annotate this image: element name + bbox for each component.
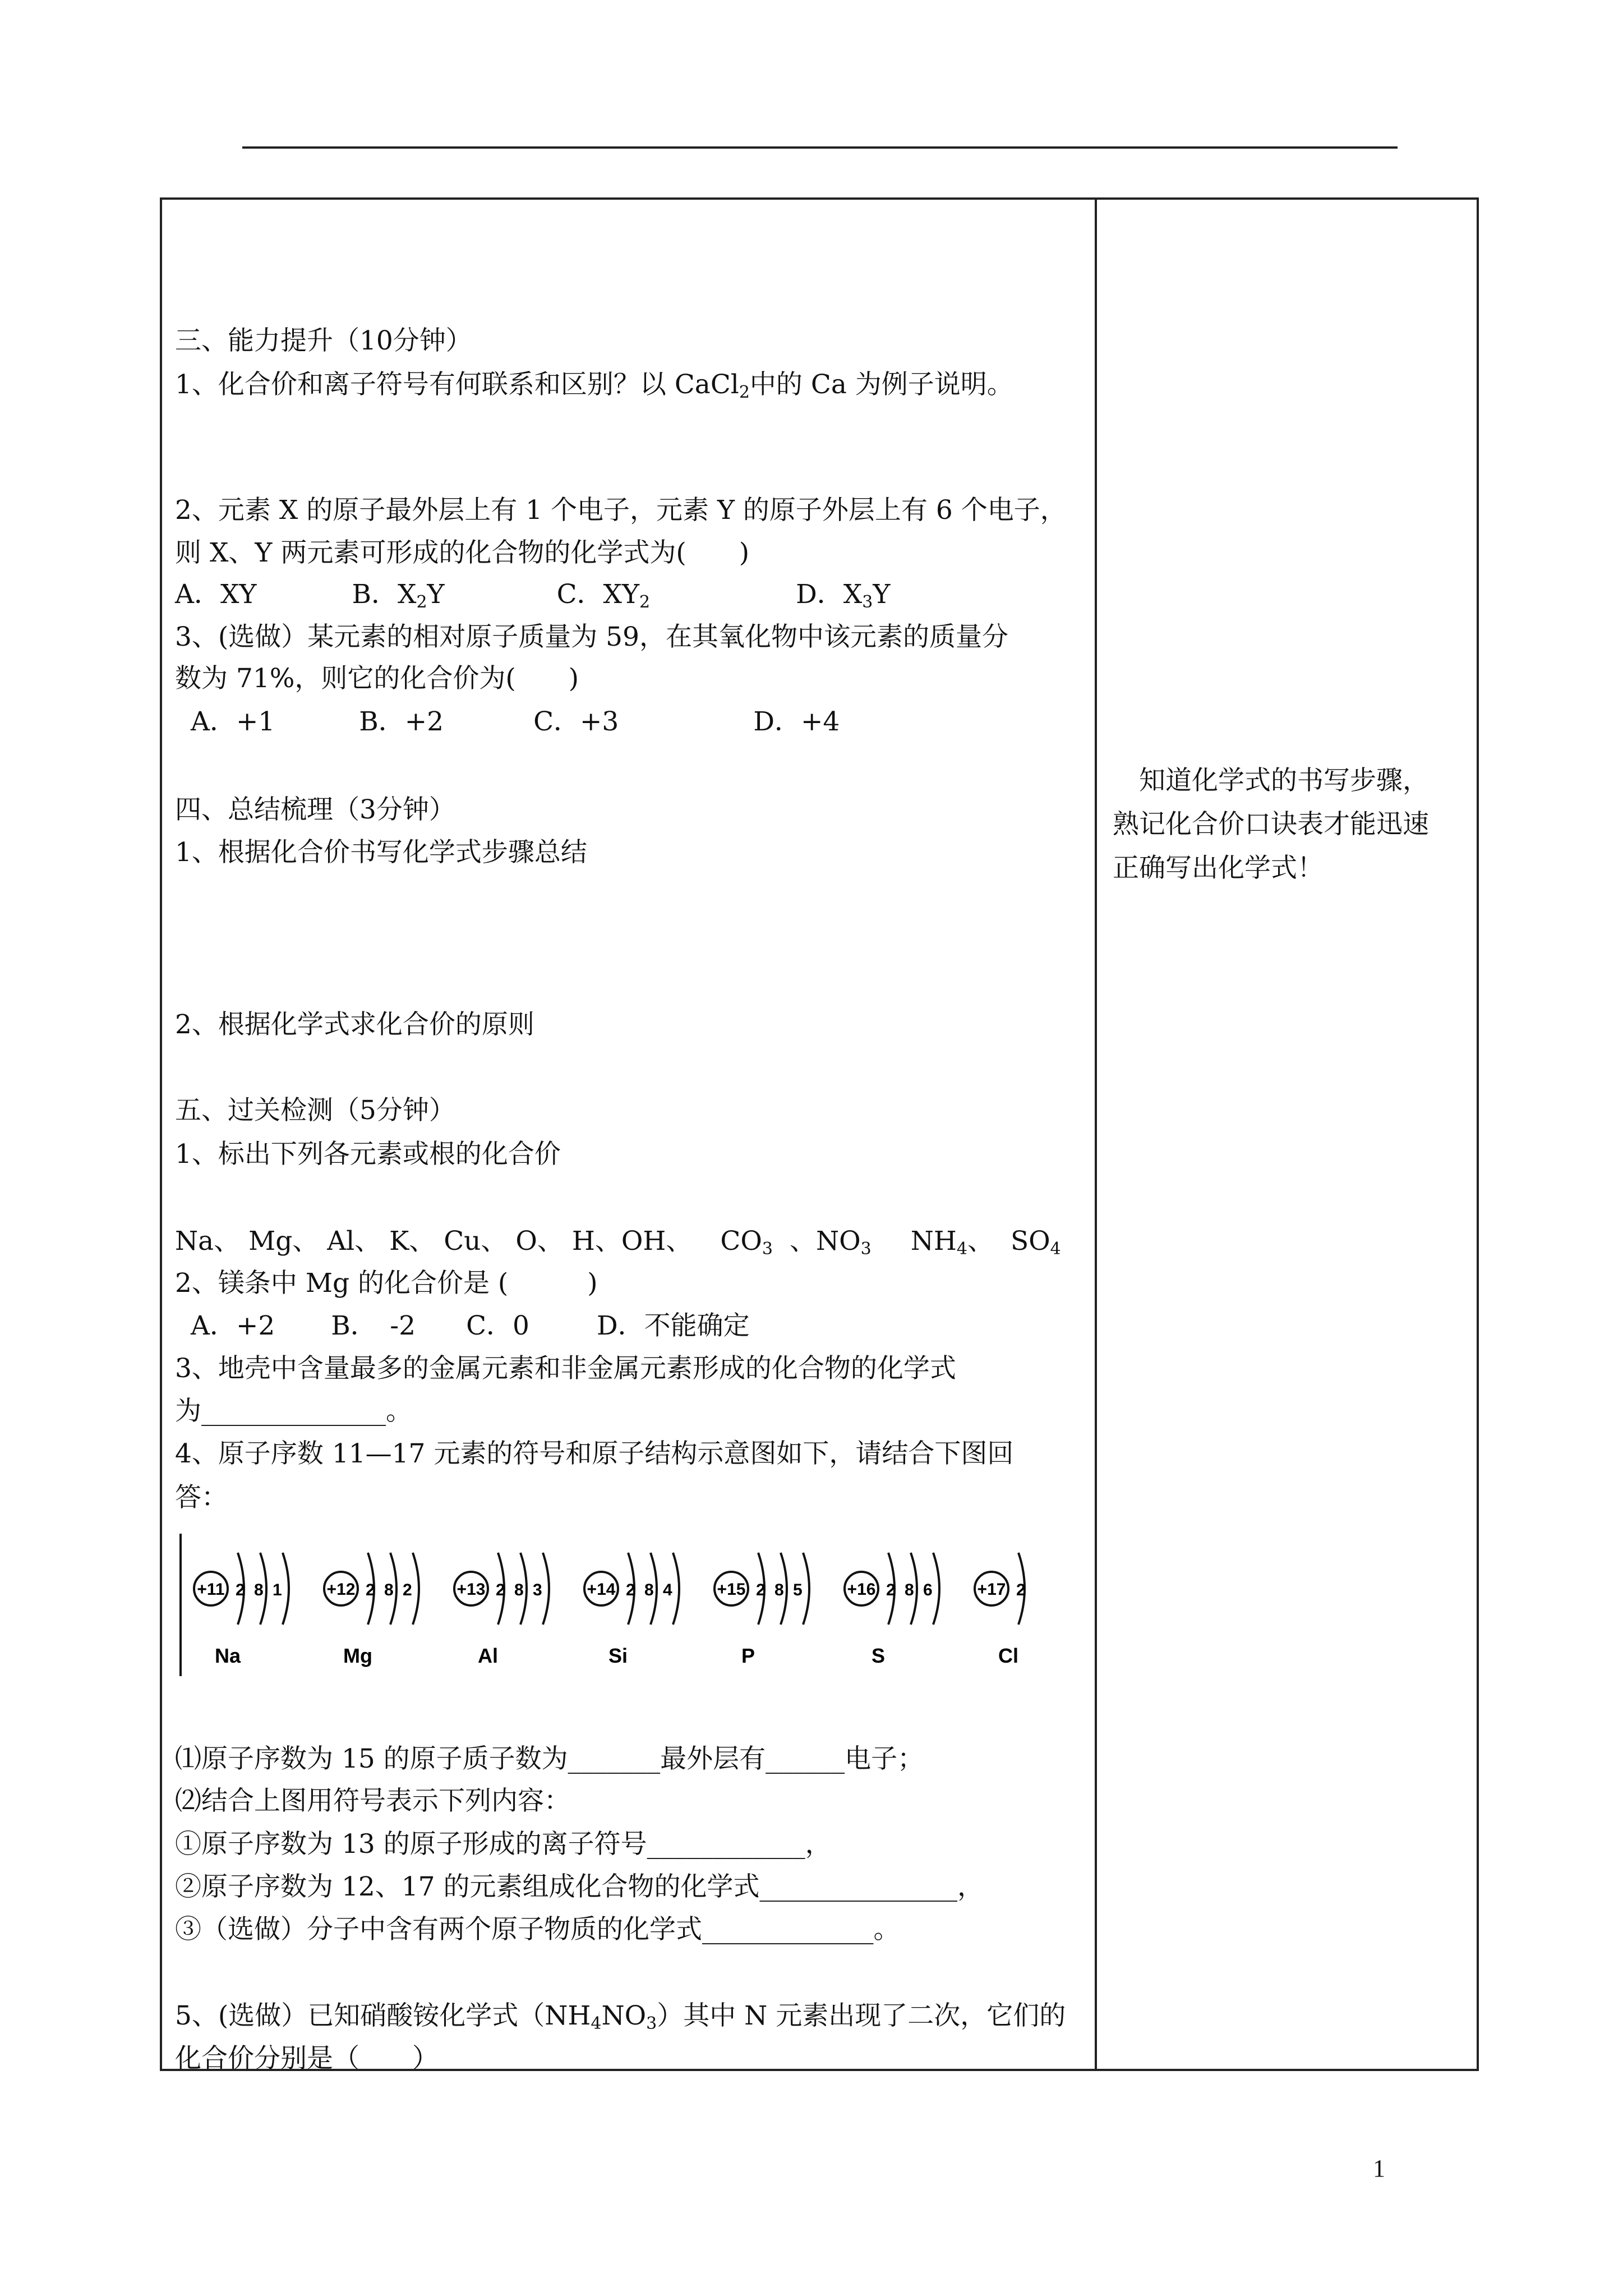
side-note-line-3: 正确写出化学式！ xyxy=(1113,853,1324,884)
element-symbol: S xyxy=(871,1644,886,1667)
section5-q4-part2b: ②原子序数为 12、17 的元素组成化合物的化学式_______________， xyxy=(175,1871,984,1902)
section3-heading: 三、能力提升（10分钟） xyxy=(175,325,472,356)
electron-counts: 2 8 3 xyxy=(496,1581,545,1599)
section5-q4-part2c: ③（选做）分子中含有两个原子物质的化学式_____________。 xyxy=(175,1914,900,1945)
atom-s xyxy=(845,1553,939,1667)
nucleus-charge: +14 xyxy=(587,1580,616,1599)
nucleus-charge: +13 xyxy=(457,1580,486,1599)
electron-counts: 2 xyxy=(1016,1581,1028,1599)
element-symbol: Al xyxy=(478,1644,498,1667)
section5-q2-stem: 2、镁条中 Mg 的化合价是 ( ) xyxy=(175,1268,598,1299)
atom-al xyxy=(454,1553,549,1667)
electron-counts: 2 8 4 xyxy=(626,1581,675,1599)
element-symbol: Si xyxy=(608,1644,628,1667)
electron-counts: 2 8 5 xyxy=(756,1581,805,1599)
section5-q5-line1: 5、(选做）已知硝酸铵化学式$(NH_4NO_3)$其中 N 元素出现了二次，它们的 xyxy=(175,2000,1066,2033)
nucleus-charge: +16 xyxy=(847,1580,876,1599)
section5-q4-part1: ⑴原子序数为 15 的原子质子数为_______最外层有______电子； xyxy=(175,1743,924,1774)
atomic-structure-diagram xyxy=(178,1533,1087,1682)
element-symbol: Cl xyxy=(998,1644,1018,1667)
nucleus-charge: +17 xyxy=(977,1580,1006,1599)
side-note-line-1: 知道化学式的书写步骤， xyxy=(1113,765,1429,796)
section3-q3-options: A．+1 B．+2 C．+3 D．+4 xyxy=(191,706,840,737)
section5-q4-line1: 4、原子序数 11—17 元素的符号和原子结构示意图如下，请结合下图回 xyxy=(175,1438,1014,1469)
section3-q1: 1、化合价和离子符号有何联系和区别？以 CaCl$_2$中的 Ca 为例子说明。 xyxy=(175,369,1013,402)
section5-q3-line1: 3、地壳中含量最多的金属元素和非金属元素形成的化合物的化学式 xyxy=(175,1353,956,1384)
section4-item2: 2、根据化学式求化合价的原则 xyxy=(175,1009,534,1040)
element-symbol: P xyxy=(741,1644,755,1667)
page-number: 1 xyxy=(1373,2155,1385,2182)
electron-counts: 2 8 2 xyxy=(366,1581,414,1599)
electron-counts: 2 8 6 xyxy=(886,1581,935,1599)
section5-heading: 五、过关检测（5分钟） xyxy=(175,1095,455,1126)
section3-q2-line1: 2、元素 X 的原子最外层上有 1 个电子，元素 Y 的原子外层上有 6 个电子， xyxy=(175,495,1067,526)
atom-mg xyxy=(324,1553,419,1667)
section5-q5-line2: 化合价分别是（ ） xyxy=(175,2043,439,2074)
column-divider xyxy=(1095,197,1097,2071)
header-rule xyxy=(242,146,1398,149)
section5-q4-part2a: ①原子序数为 13 的原子形成的离子符号____________， xyxy=(175,1829,832,1860)
section3-q2-options: A．XY B．$X_2Y$ C．$XY_2$ D．$X_3Y$ xyxy=(175,579,891,612)
element-symbol: Na xyxy=(214,1644,241,1667)
element-symbol: Mg xyxy=(343,1644,372,1667)
atom-na xyxy=(194,1553,289,1667)
electron-counts: 2 8 1 xyxy=(236,1581,284,1599)
section3-q2-line2: 则 X、Y 两元素可形成的化合物的化学式为( ) xyxy=(175,537,750,568)
section5-q3-line2: 为______________。 xyxy=(175,1396,412,1427)
section3-q3-line1: 3、(选做）某元素的相对原子质量为 59，在其氧化物中该元素的质量分 xyxy=(175,622,1008,652)
section5-q4-part2: ⑵结合上图用符号表示下列内容： xyxy=(175,1786,570,1816)
section4-item1: 1、根据化合价书写化学式步骤总结 xyxy=(175,837,587,868)
nucleus-charge: +12 xyxy=(326,1580,356,1599)
section5-q4-line2: 答： xyxy=(175,1482,228,1513)
section3-q3-line2: 数为 71%，则它的化合价为( ) xyxy=(175,663,579,694)
nucleus-charge: +11 xyxy=(197,1580,225,1599)
section5-q2-options: A．+2 B． -2 C．0 D．不能确定 xyxy=(191,1310,750,1341)
atom-cl xyxy=(975,1553,1028,1667)
atom-p xyxy=(714,1553,809,1667)
section5-symbols: Na、 Mg、 Al、 K、 Cu、 O、 H、OH、 $CO_3$ 、$NO_3$ $NH_4$、 $SO_4$ xyxy=(175,1226,1061,1259)
atom-si xyxy=(584,1553,679,1667)
nucleus-charge: +15 xyxy=(717,1580,746,1599)
section5-q1: 1、标出下列各元素或根的化合价 xyxy=(175,1139,561,1170)
side-note-line-2: 熟记化合价口诀表才能迅速 xyxy=(1113,809,1429,840)
section4-heading: 四、总结梳理（3分钟） xyxy=(175,794,455,825)
